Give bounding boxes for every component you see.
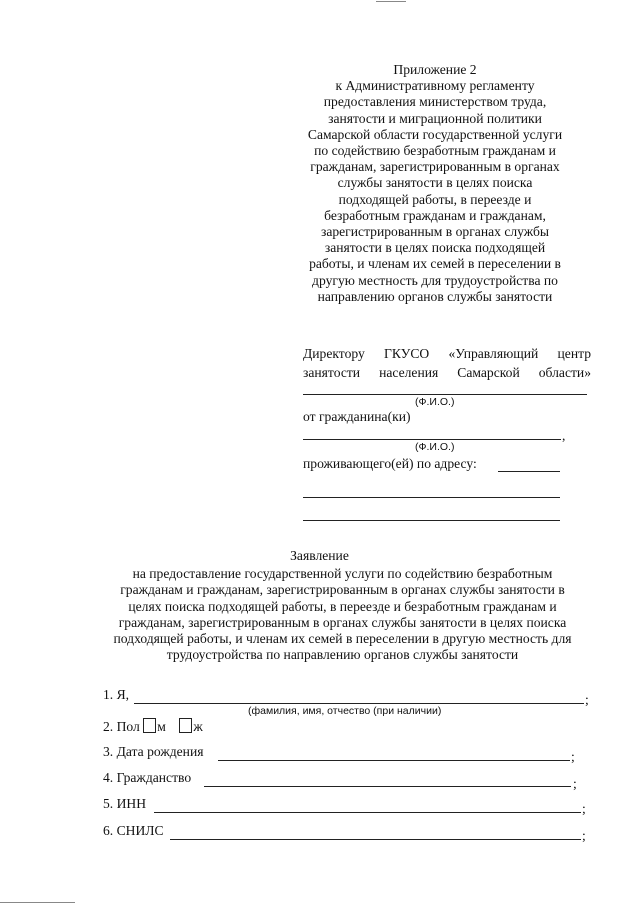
- statement-line: гражданам и гражданам, зарегистрированным в органах службы занятости в: [120, 582, 565, 598]
- field-4-label: 4. Гражданство: [103, 770, 192, 785]
- field-6-label: 6. СНИЛС: [103, 823, 164, 838]
- address-field-2[interactable]: [303, 497, 560, 498]
- field-6-end: ;: [582, 828, 586, 843]
- director-line-2: занятости населения Самарской области»: [303, 365, 591, 380]
- field-4-end: ;: [573, 776, 577, 791]
- statement-body: [90, 566, 595, 664]
- gender-female-label: ж: [193, 719, 203, 734]
- address-field-3[interactable]: [303, 520, 560, 521]
- appendix-line: безработным гражданам и гражданам,: [324, 207, 546, 223]
- field-2-gender: [103, 718, 203, 735]
- appendix-line: работы, и членам их семей в переселении в: [309, 256, 561, 272]
- field-3-label: 3. Дата рождения: [103, 744, 204, 759]
- appendix-line: Самарской области государственной услуги: [307, 126, 563, 142]
- scan-artifact-bottom: [0, 902, 75, 903]
- appendix-line: направлению органов службы занятости: [317, 288, 553, 304]
- appendix-line: к Административному регламенту: [335, 78, 535, 94]
- appendix-line: занятости в целях поиска подходящей: [324, 240, 546, 256]
- snils-input[interactable]: [170, 839, 581, 840]
- statement-line: на предоставление государственной услуги по содействию безработным: [132, 566, 553, 581]
- full-name-caption: (фамилия, имя, отчество (при наличии): [248, 705, 442, 717]
- director-line-1: Директору ГКУСО «Управляющий центр: [303, 346, 591, 361]
- field-1-label: 1. Я,: [103, 687, 130, 702]
- applicant-fio-field[interactable]: [303, 439, 561, 440]
- fio-caption-1: (Ф.И.О.): [415, 396, 455, 408]
- field-5-end: ;: [582, 801, 586, 816]
- statement-line: подходящей работы, и членам их семей в переселении в другую местность для: [113, 631, 572, 647]
- field-3-end: ;: [571, 749, 575, 764]
- from-label: от гражданина(ки): [303, 409, 411, 424]
- field-5-label: 5. ИНН: [103, 796, 147, 811]
- field-1-end: ;: [585, 692, 589, 707]
- birth-date-input[interactable]: [218, 760, 570, 761]
- citizenship-input[interactable]: [204, 786, 571, 787]
- statement-line: трудоустройства по направлению органов службы занятости: [166, 647, 519, 663]
- gender-male-checkbox[interactable]: [143, 718, 156, 733]
- statement-line: гражданам, зарегистрированным в органах службы занятости в целях поиска: [118, 614, 567, 630]
- director-fio-field[interactable]: [303, 394, 587, 395]
- fio-comma: ,: [562, 428, 566, 443]
- scan-artifact-top: [376, 1, 406, 2]
- appendix-line: подходящей работы, в переезде и: [338, 191, 532, 207]
- address-label: проживающего(ей) по адресу:: [303, 456, 477, 471]
- full-name-input[interactable]: [134, 703, 584, 704]
- appendix-line: зарегистрированным в органах службы: [320, 224, 550, 240]
- appendix-line: предоставления министерством труда,: [323, 94, 547, 110]
- gender-label: 2. Пол: [103, 719, 140, 734]
- address-field-1[interactable]: [498, 471, 560, 472]
- inn-input[interactable]: [154, 812, 581, 813]
- appendix-line: занятости и миграционной политики: [328, 110, 542, 126]
- gender-female-checkbox[interactable]: [179, 718, 192, 733]
- appendix-header: [300, 62, 570, 305]
- fio-caption-2: (Ф.И.О.): [415, 441, 455, 453]
- gender-male-label: м: [157, 719, 166, 734]
- appendix-line: по содействию безработным гражданам и: [314, 143, 556, 159]
- appendix-line: Приложение 2: [393, 62, 477, 77]
- appendix-line: другую местность для трудоустройства по: [312, 272, 558, 288]
- statement-line: целях поиска подходящей работы, в переезде и безработным гражданам и: [128, 598, 557, 614]
- addressee-director: [303, 344, 591, 382]
- appendix-line: гражданам, зарегистрированным в органах: [310, 159, 560, 175]
- appendix-line: службы занятости в целях поиска: [337, 175, 533, 191]
- statement-title: Заявление: [290, 548, 349, 563]
